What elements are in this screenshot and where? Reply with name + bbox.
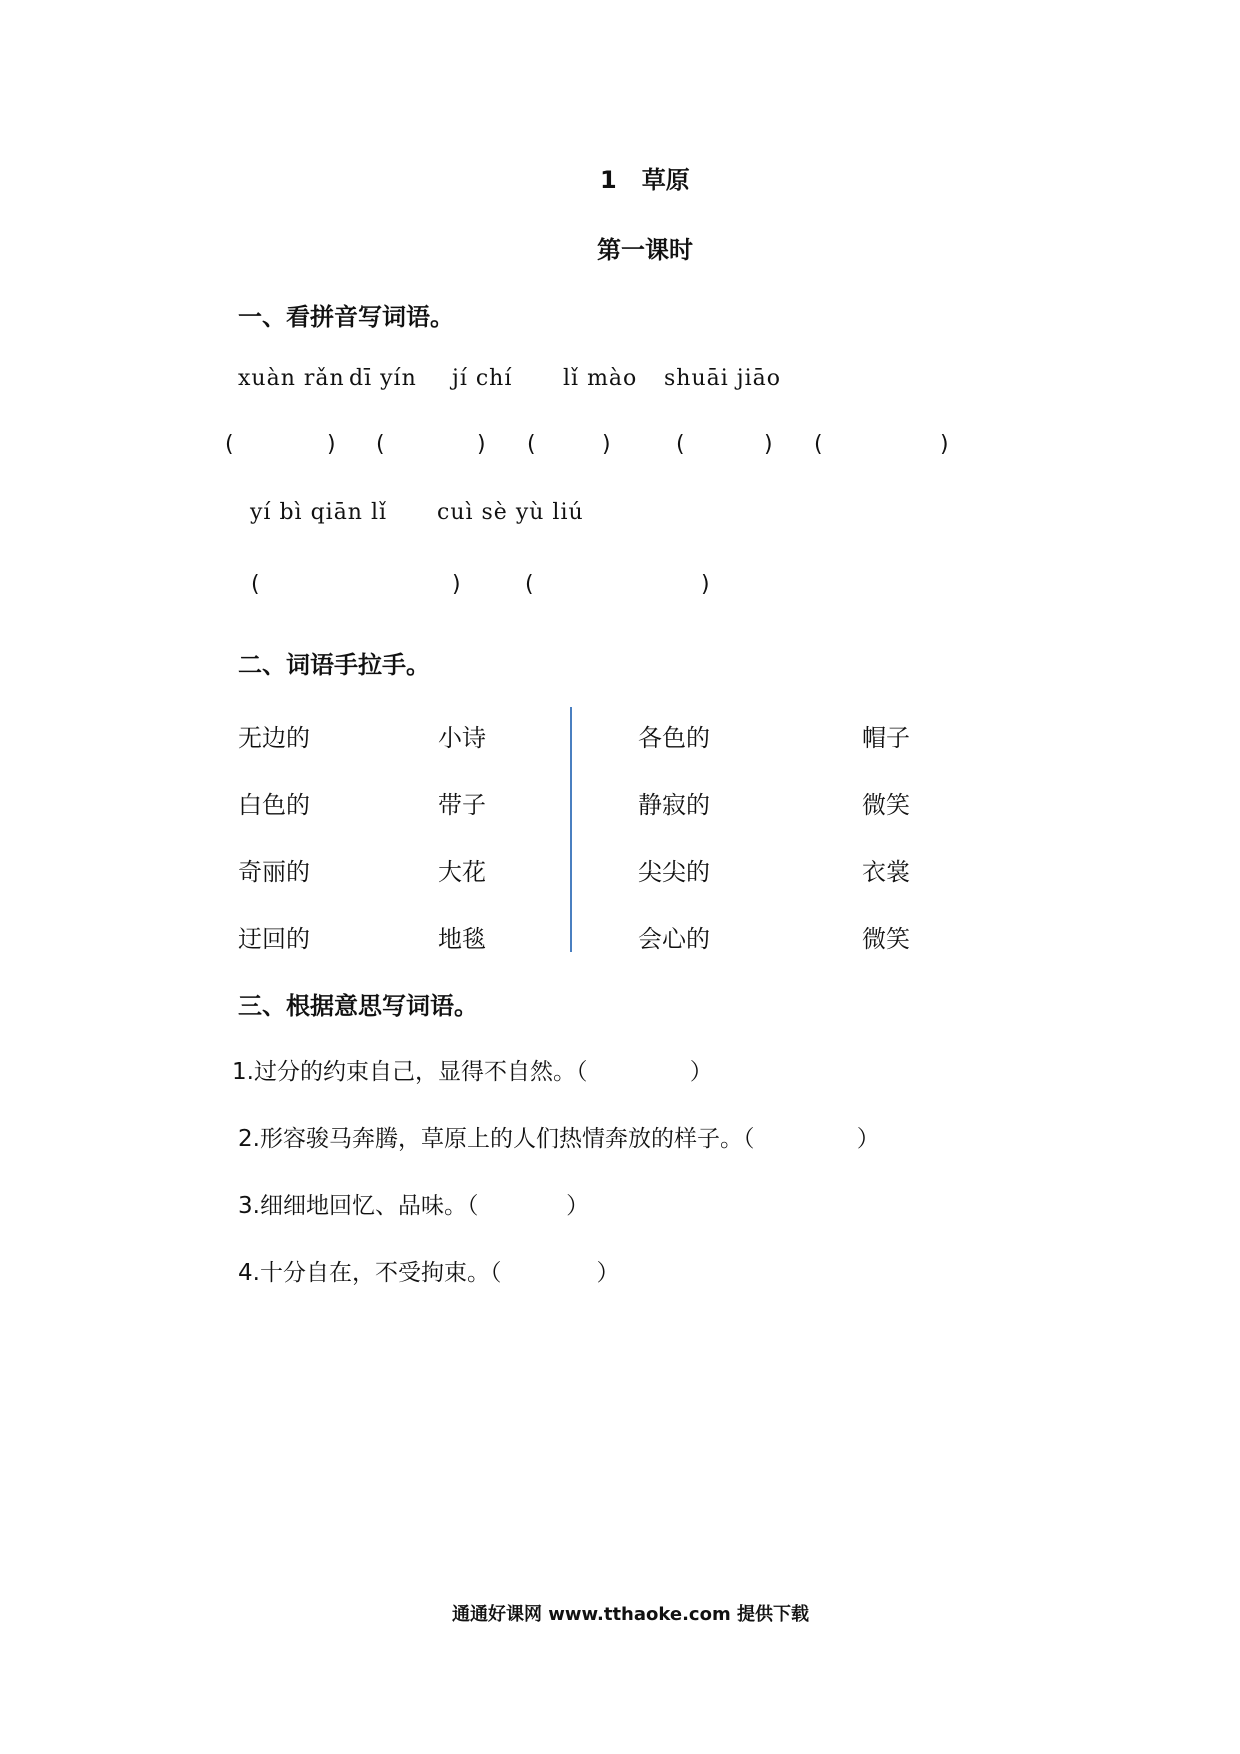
pinyin-item: shuāi jiāo bbox=[664, 366, 781, 391]
period-title: 第一课时 bbox=[597, 236, 693, 264]
match-word-left: 带子 bbox=[438, 791, 486, 819]
match-word-right: 微笑 bbox=[862, 791, 910, 819]
answer-blank-open: ( bbox=[676, 432, 685, 457]
definition-item: 2.形容骏马奔腾，草原上的人们热情奔放的样子。（ ） bbox=[238, 1126, 880, 1152]
answer-blank-close: ) bbox=[452, 572, 461, 597]
match-word-right: 静寂的 bbox=[638, 791, 710, 819]
pinyin-item: dī yín bbox=[349, 366, 417, 391]
section2-heading: 二、词语手拉手。 bbox=[238, 651, 430, 679]
answer-blank-open: ( bbox=[225, 432, 234, 457]
footer-credit: 通通好课网 www.tthaoke.com 提供下载 bbox=[452, 1604, 809, 1625]
column-divider bbox=[570, 707, 572, 952]
section1-heading: 一、看拼音写词语。 bbox=[238, 303, 454, 331]
match-word-right: 帽子 bbox=[862, 724, 910, 752]
answer-blank-close: ) bbox=[327, 432, 336, 457]
match-word-right: 各色的 bbox=[638, 724, 710, 752]
pinyin-item: jí chí bbox=[452, 366, 513, 391]
pinyin-item: cuì sè yù liú bbox=[437, 500, 584, 525]
answer-blank-open: ( bbox=[527, 432, 536, 457]
match-word-left: 小诗 bbox=[438, 724, 486, 752]
definition-item: 3.细细地回忆、品味。（ ） bbox=[238, 1193, 590, 1219]
pinyin-item: yí bì qiān lǐ bbox=[250, 500, 388, 525]
match-word-left: 无边的 bbox=[238, 724, 310, 752]
pinyin-item: lǐ mào bbox=[563, 366, 638, 391]
answer-blank-open: ( bbox=[814, 432, 823, 457]
answer-blank-close: ) bbox=[477, 432, 486, 457]
answer-blank-open: ( bbox=[525, 572, 534, 597]
answer-blank-close: ) bbox=[602, 432, 611, 457]
answer-blank-close: ) bbox=[701, 572, 710, 597]
definition-item: 4.十分自在，不受拘束。（ ） bbox=[238, 1260, 620, 1286]
answer-blank-close: ) bbox=[940, 432, 949, 457]
match-word-left: 大花 bbox=[438, 858, 486, 886]
answer-blank-open: ( bbox=[251, 572, 260, 597]
match-word-left: 迂回的 bbox=[238, 925, 310, 953]
match-word-right: 衣裳 bbox=[862, 858, 910, 886]
match-word-left: 地毯 bbox=[438, 925, 486, 953]
lesson-title: 1 草原 bbox=[600, 166, 690, 194]
section3-heading: 三、根据意思写词语。 bbox=[238, 992, 478, 1020]
answer-blank-open: ( bbox=[376, 432, 385, 457]
definition-item: 1.过分的约束自己，显得不自然。（ ） bbox=[232, 1059, 713, 1085]
match-word-right: 会心的 bbox=[638, 925, 710, 953]
match-word-right: 尖尖的 bbox=[638, 858, 710, 886]
match-word-left: 白色的 bbox=[238, 791, 310, 819]
match-word-right: 微笑 bbox=[862, 925, 910, 953]
match-word-left: 奇丽的 bbox=[238, 858, 310, 886]
pinyin-item: xuàn rǎn bbox=[238, 366, 345, 391]
answer-blank-close: ) bbox=[764, 432, 773, 457]
